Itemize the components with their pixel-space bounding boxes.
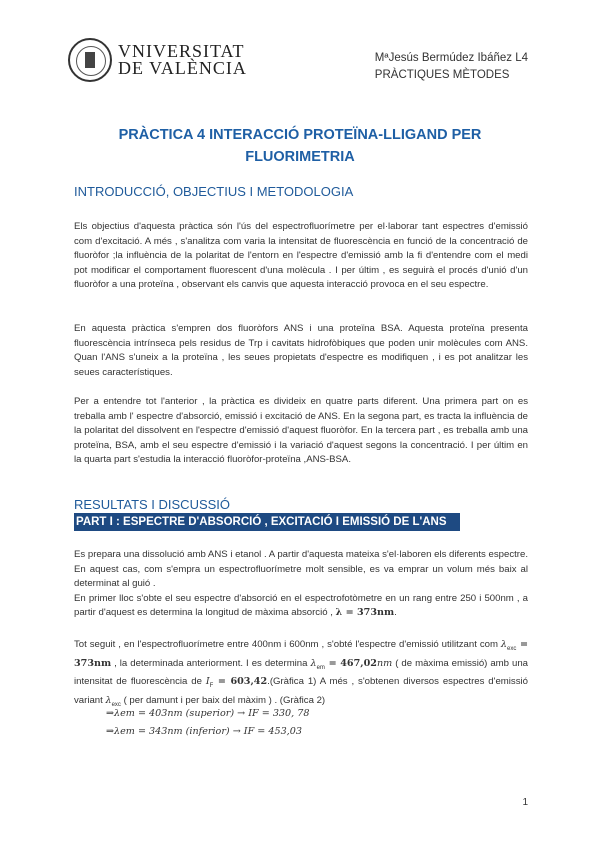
equation-superior: ⇒λem = 403nm (superior) → IF = 330, 78 (106, 708, 310, 719)
lambda-em-unit: nm (376, 657, 393, 669)
equation-inferior: ⇒λem = 343nm (inferior) → IF = 453,03 (106, 726, 302, 737)
author-line: MªJesús Bermúdez Ibáñez L4 (374, 52, 528, 64)
page-number: 1 (522, 797, 528, 808)
paragraph-fluorophores: En aquesta pràctica s'empren dos fluoròfors ANS i una proteïna BSA. Aquesta proteïna presenta fluorescència intrínseca pels residus de Trp i cavitats hidrofòbiques que poden unir molècules com ANS. Quan l'ANS s'uneix a la proteïna , les seues propietats d'espectre es modifiquen , i es pot analitzar les seues característiques. (74, 323, 528, 378)
emission-text-2: , la determinada anteriorment. I es determina (111, 657, 311, 669)
emission-text-4: .(Gràfica 1) A més , s'obtenen diversos espectres d'emissió variant (74, 676, 528, 706)
lambda-exc-value: = 373nm (74, 639, 528, 669)
absorption-text: En primer lloc s'obte el seu espectre d'absorció en el espectrofotòmetre en un rang entre 250 i 500nm , a partir d'aquest es determina la longitud de màxima absorció , (74, 592, 528, 619)
logo-wordmark (118, 43, 247, 77)
course-line: PRÀCTIQUES MÈTODES (374, 69, 510, 81)
lambda-max-value: λ = 373nm (335, 607, 395, 619)
section-heading-intro: INTRODUCCIÓ, OBJECTIUS I METODOLOGIA (74, 184, 354, 199)
paragraph-objectives: Els objectius d'aquesta pràctica són l'ús del espectrofluorímetre per el·laborar tant espectres d'emissió com d'excitació. A més , s'analitza com varia la intensitat de fluorescència en funció de la concentració de fluoròfor ;la influència de la polaritat de l'entorn en l'espectre d'emissió amb la fi d'entendre com el medi pot modificar el comportament fluorescent d'una molècula . I per últim , es seguirà el procés d'unió d'un fluoròfor a una proteïna , observant els canvis que aquesta interacció provoca en el seu espectre. (74, 221, 528, 291)
lambda-exc-symbol-2: λ (105, 694, 112, 706)
paragraph-emission (74, 638, 528, 712)
title-line-1: PRÀCTICA 4 INTERACCIÓ PROTEÏNA-LLIGAND PER (118, 127, 482, 143)
intensity-symbol: I (205, 676, 210, 687)
lambda-em-sub: em (316, 664, 325, 671)
emission-text-1: Tot seguit , en l'espectrofluorímetre entre 400nm i 600nm , s'obté l'espectre d'emissió utilitzant com (74, 639, 501, 650)
logo-line-2: DE VALÈNCIA (118, 58, 247, 78)
lambda-exc-symbol: λ (500, 639, 507, 650)
intensity-value: = 603,42 (213, 676, 268, 687)
lambda-em-symbol: λ (310, 657, 317, 669)
preparation-text: Es prepara una dissolució amb ANS i etanol . A partir d'aquesta mateixa s'el·laboren els diferents espectre. En aquest cas, com s'empra un espectrofluorímetre molt sensible, es va emprar un volum més baix al determinat al guió . (74, 549, 528, 590)
logo-line-1: VNIVERSITAT (118, 41, 245, 61)
page-header-info (375, 50, 528, 84)
emission-text-3: ( de màxima emissió) amb una intensitat de fluorescència de (74, 657, 528, 687)
absorption-end: . (394, 607, 397, 619)
emission-text-5: ( per damunt i per baix del màxim ) . (Gràfica 2) (120, 694, 326, 706)
intensity-sub: F (209, 682, 214, 689)
university-seal-icon (68, 38, 112, 82)
part-1-heading: PART I : ESPECTRE D'ABSORCIÓ , EXCITACIÓ I EMISSIÓ DE L'ANS (74, 513, 460, 531)
lambda-em-value: = 467,02 (324, 657, 377, 669)
lambda-exc-sub: exc (506, 645, 517, 652)
document-title (0, 124, 600, 168)
paragraph-preparation (74, 548, 528, 621)
paragraph-parts: Per a entendre tot l'anterior , la pràctica es divideix en quatre parts diferent. Una primera part on es treballa amb l' espectre d'absorció, emissió i excitació de ANS. En la segona part, es tracta la influència de la polaritat del dissolvent en l'espectre d'emissió d'aquest fluoròfor. En la tercera part , es treballa amb una proteïna, BSA, amb el seu espectre d'emissió i la variació d'aquest segons la concentració. I per últim en la quarta part s'estudia la interacció fluoròfor-proteïna ,ANS-BSA. (74, 396, 528, 466)
lambda-exc-sub-2: exc (111, 701, 121, 708)
university-logo (68, 38, 247, 82)
section-heading-results: RESULTATS I DISCUSSIÓ (74, 497, 231, 512)
title-line-2: FLUORIMETRIA (245, 149, 355, 165)
